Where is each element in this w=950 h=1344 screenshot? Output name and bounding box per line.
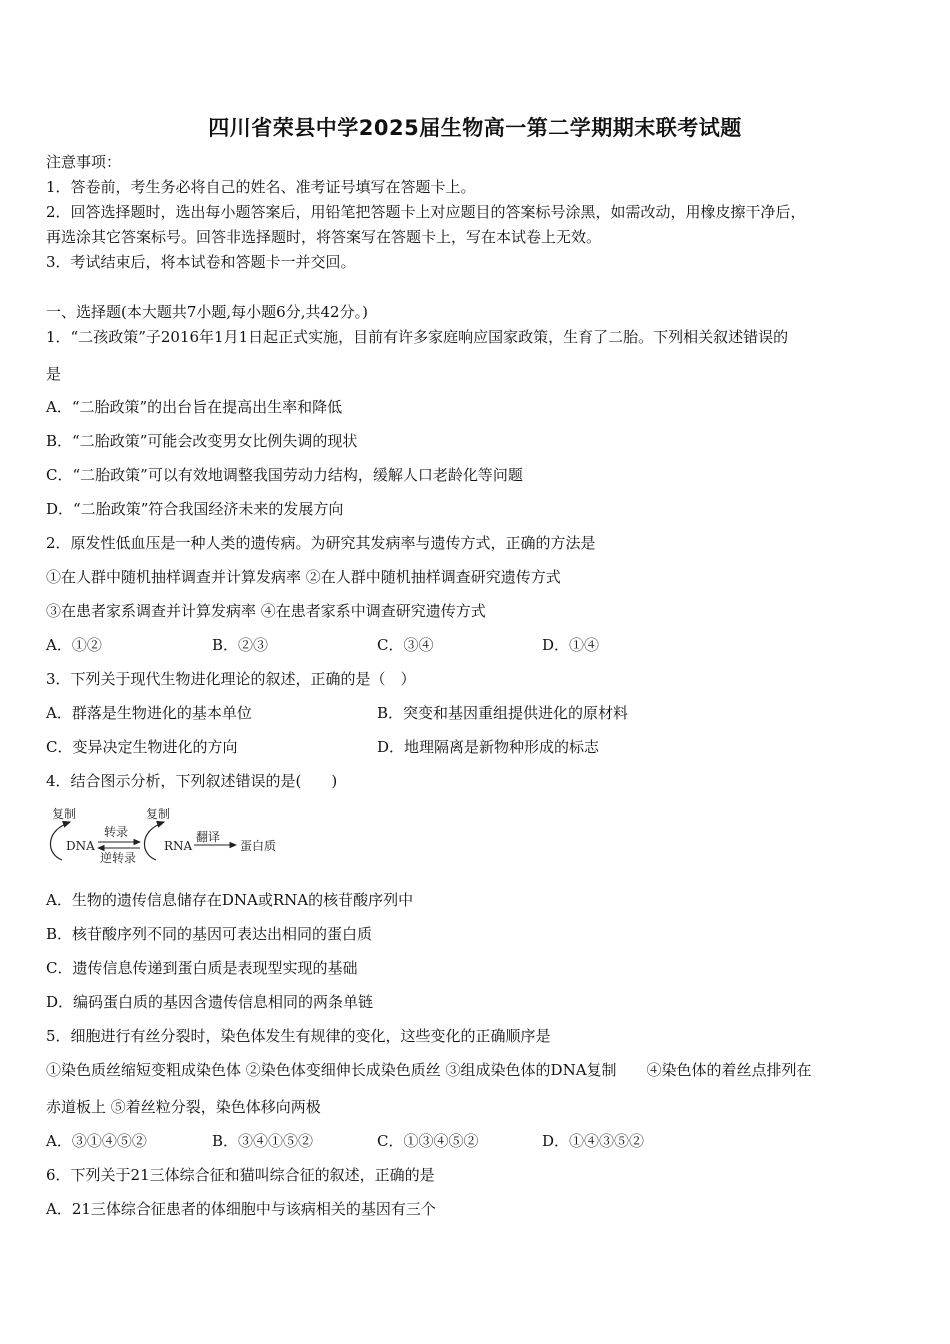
transcription-label: 转录 [104,825,129,839]
question-2-option-c: C．③④ [377,636,434,654]
translation-label: 翻译 [196,830,221,844]
question-3-option-a: A．群落是生物进化的基本单位 [46,704,252,722]
question-2-line: ③在患者家系调查并计算发病率 ④在患者家系中调查研究遗传方式 [46,602,486,620]
question-5-line: ①染色质丝缩短变粗成染色体 ②染色体变细伸长成染色质丝 ③组成染色体的DNA复制 ④染色体的着丝点排列在 [46,1061,812,1079]
notice-item: 2．回答选择题时，选出每小题答案后，用铅笔把答题卡上对应题目的答案标号涂黑，如需改动，用橡皮擦干净后， [46,203,806,221]
question-1-option-d: D．“二胎政策”符合我国经济未来的发展方向 [46,500,344,518]
notice-heading: 注意事项： [46,153,122,171]
question-3-option-b: B．突变和基因重组提供进化的原材料 [377,704,629,722]
question-1-option-a: A．“二胎政策”的出台旨在提高出生率和降低 [46,398,343,416]
question-5-line: 赤道板上 ⑤着丝粒分裂，染色体移向两极 [46,1098,321,1116]
notice-item: 1．答卷前，考生务必将自己的姓名、准考证号填写在答题卡上。 [46,178,476,196]
question-5-option-a: A．③①④⑤② [46,1132,147,1150]
question-4-stem: 4．结合图示分析，下列叙述错误的是( ) [46,772,338,790]
replication-arc-dna [50,824,66,860]
question-5-stem: 5．细胞进行有丝分裂时，染色体发生有规律的变化，这些变化的正确顺序是 [46,1027,551,1045]
question-3-option-d: D．地理隔离是新物种形成的标志 [377,738,600,756]
question-4-option-b: B．核苷酸序列不同的基因可表达出相同的蛋白质 [46,925,373,943]
question-2-option-d: D．①④ [542,636,600,654]
question-5-option-c: C．①③④⑤② [377,1132,479,1150]
question-5-option-b: B．③④①⑤② [212,1132,314,1150]
rna-node: RNA [164,839,193,853]
question-1-stem-cont: 是 [46,365,62,383]
question-1-option-b: B．“二胎政策”可能会改变男女比例失调的现状 [46,432,358,450]
question-6-option-a: A．21三体综合征患者的体细胞中与该病相关的基因有三个 [46,1200,436,1218]
notice-item: 再选涂其它答案标号。回答非选择题时，将答案写在答题卡上，写在本试卷上无效。 [46,228,602,246]
replication-arrow-rna [158,822,164,824]
question-1-option-c: C．“二胎政策”可以有效地调整我国劳动力结构，缓解人口老龄化等问题 [46,466,523,484]
question-2-option-b: B．②③ [212,636,269,654]
question-3-option-c: C．变异决定生物进化的方向 [46,738,238,756]
notice-item: 3．考试结束后，将本试卷和答题卡一并交回。 [46,253,356,271]
replication-label-dna: 复制 [52,807,77,821]
central-dogma-diagram [44,804,284,866]
question-1-stem: 1．“二孩政策”子2016年1月1日起正式实施，目前有许多家庭响应国家政策，生育了二胎。下列相关叙述错误的 [46,328,789,346]
question-4-option-a: A．生物的遗传信息储存在DNA或RNA的核苷酸序列中 [46,891,414,909]
replication-label-rna: 复制 [146,807,171,821]
dna-node: DNA [66,839,95,853]
protein-node: 蛋白质 [240,839,277,853]
section-heading: 一、选择题(本大题共7小题,每小题6分,共42分。) [46,303,368,321]
page-title: 四川省荣县中学2025届生物高一第二学期期末联考试题 [208,116,742,140]
question-3-stem: 3．下列关于现代生物进化理论的叙述，正确的是（ ） [46,670,416,688]
question-5-option-d: D．①④③⑤② [542,1132,645,1150]
replication-arrow-dna [64,822,70,824]
reverse-transcription-label: 逆转录 [100,851,137,865]
question-2-stem: 2．原发性低血压是一种人类的遗传病。为研究其发病率与遗传方式，正确的方法是 [46,534,596,552]
replication-arc-rna [144,824,160,860]
question-4-option-c: C．遗传信息传递到蛋白质是表现型实现的基础 [46,959,358,977]
question-2-line: ①在人群中随机抽样调查并计算发病率 ②在人群中随机抽样调查研究遗传方式 [46,568,561,586]
question-2-option-a: A．①② [46,636,102,654]
question-4-option-d: D．编码蛋白质的基因含遗传信息相同的两条单链 [46,993,374,1011]
question-6-stem: 6．下列关于21三体综合征和猫叫综合征的叙述，正确的是 [46,1166,435,1184]
